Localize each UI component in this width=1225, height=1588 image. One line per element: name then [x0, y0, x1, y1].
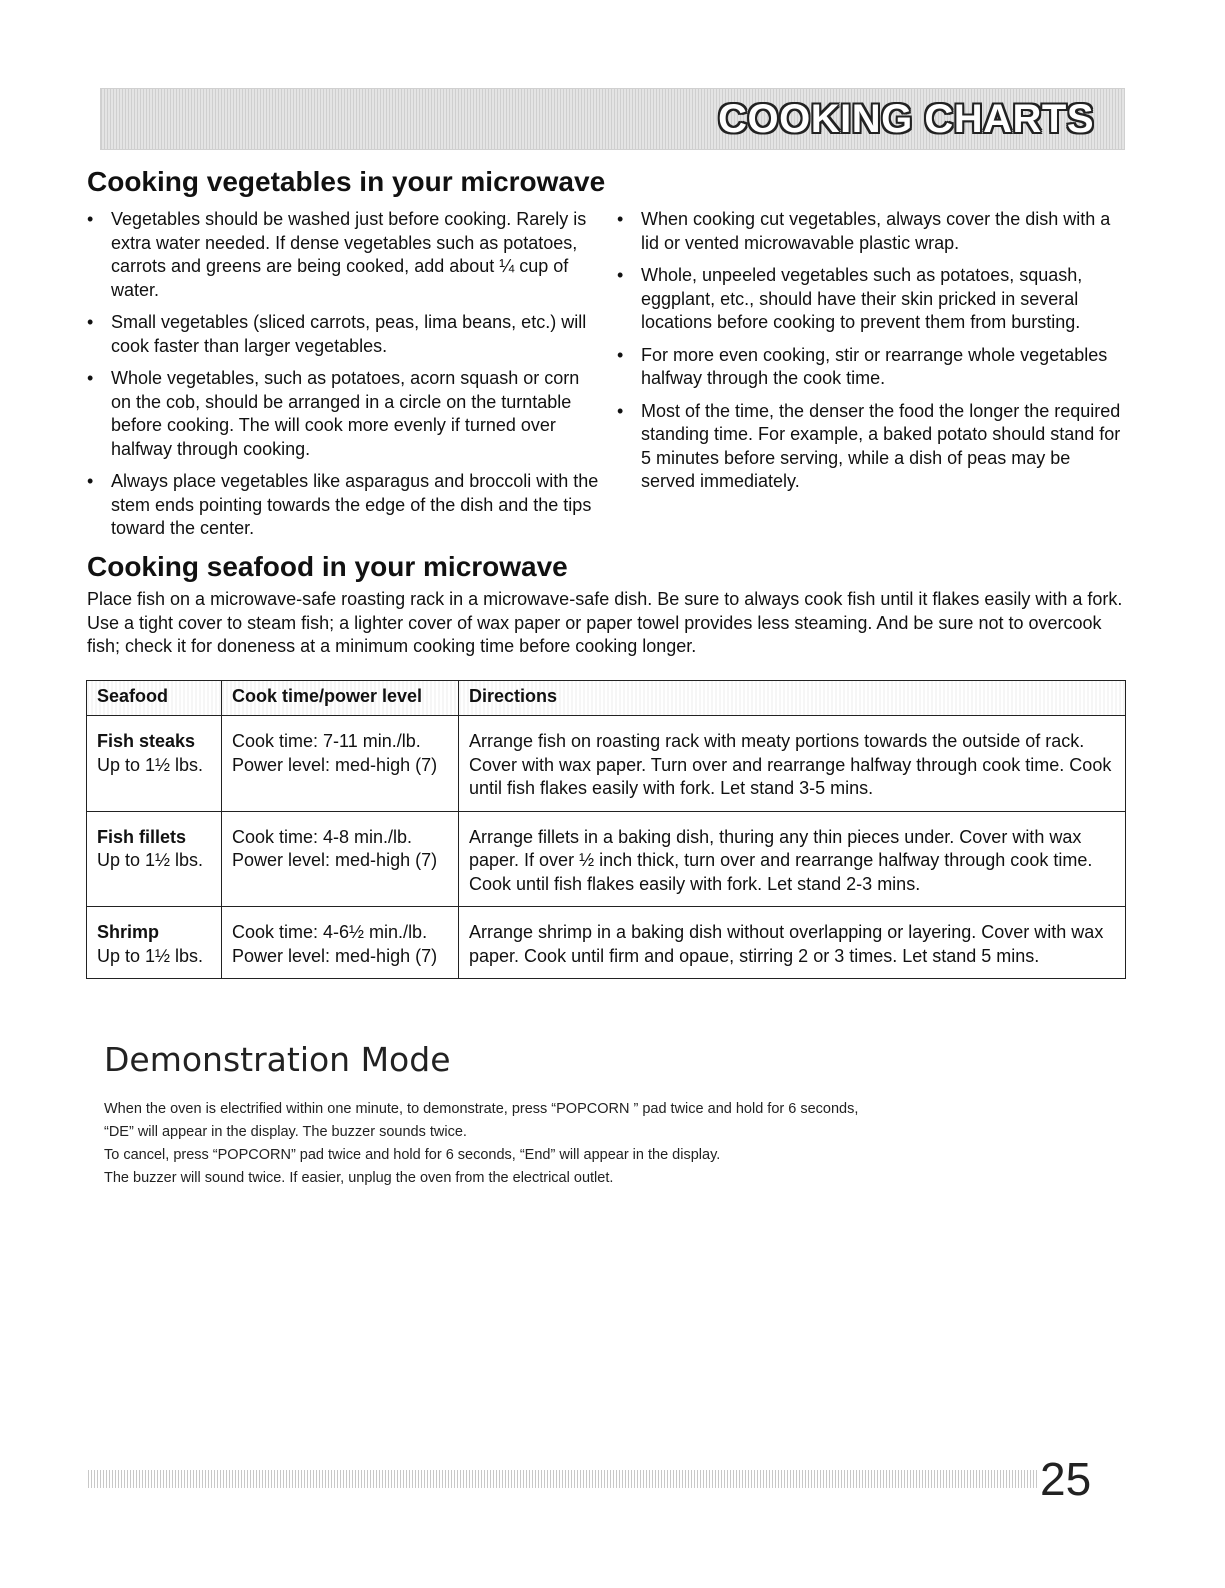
vegetables-right-list: [617, 208, 1129, 503]
demo-line: The buzzer will sound twice. If easier, unplug the oven from the electrical outlet.: [104, 1170, 614, 1186]
seafood-name: Fish steaks: [97, 731, 196, 751]
seafood-amount: Up to 1½ lbs.: [97, 754, 204, 775]
seafood-amount: Up to 1½ lbs.: [97, 945, 204, 966]
power-level: Power level: med-high (7): [232, 945, 438, 966]
list-item: [87, 311, 602, 358]
table-row: [87, 811, 1126, 907]
bullet-text: When cooking cut vegetables, always cover the dish with a lid or vented microwavable plastic wrap.: [641, 209, 1111, 253]
list-item: [617, 208, 1129, 255]
cook-time-cell: [222, 907, 459, 979]
bullet-text: Always place vegetables like asparagus and broccoli with the stem ends pointing towards the edge of the dish and the tips toward the center.: [111, 471, 599, 538]
bullet-text: Whole, unpeeled vegetables such as potatoes, squash, eggplant, etc., should have their skin pricked in several locations before cooking to prevent them from bursting.: [641, 265, 1083, 332]
list-item: [617, 400, 1129, 494]
directions-cell: Arrange shrimp in a baking dish without overlapping or layering. Cover with wax paper. Cook until firm and opaue, stirring 2 or 3 times. Let stand 5 mins.: [459, 907, 1126, 979]
seafood-cell: [87, 811, 222, 907]
bullet-text: Vegetables should be washed just before cooking. Rarely is extra water needed. If dense vegetables such as potatoes, carrots and greens are being cooked, add about ¼ cup of water.: [111, 209, 587, 300]
cook-time: Cook time: 4-6½ min./lb.: [232, 922, 428, 942]
list-item: [87, 208, 602, 302]
power-level: Power level: med-high (7): [232, 850, 438, 870]
seafood-table: [86, 680, 1126, 979]
seafood-intro: Place fish on a microwave-safe roasting rack in a microwave-safe dish. Be sure to always cook fish until it flakes easily with a fork. Use a tight cover to steam fish; a lighter cover of wax paper or paper towel provides less steaming. And be sure not to overcook fish; check it for doneness at a minimum cooking time before cooking longer.: [87, 589, 1123, 656]
list-item: [87, 470, 602, 541]
column-header-directions: Directions: [459, 681, 1126, 716]
vegetables-heading: Cooking vegetables in your microwave: [87, 166, 606, 197]
demo-line: When the oven is electrified within one minute, to demonstrate, press “POPCORN ” pad twice and hold for 6 seconds,: [104, 1101, 859, 1117]
directions-cell: Arrange fillets in a baking dish, thuring any thin pieces under. Cover with wax paper. If over ½ inch thick, turn over and rearrange halfway through cook time. Cook until fish flakes easily with fork. Let stand 2-3 mins.: [459, 811, 1126, 907]
bullet-icon: •: [617, 400, 624, 421]
seafood-cell: [87, 907, 222, 979]
bullet-icon: •: [617, 209, 624, 229]
table-header-row: [87, 681, 1126, 716]
table-row: [87, 716, 1126, 812]
bullet-icon: •: [87, 209, 94, 229]
bullet-icon: •: [617, 344, 624, 365]
bullet-text: Small vegetables (sliced carrots, peas, lima beans, etc.) will cook faster than larger vegetables.: [111, 312, 587, 356]
directions-cell: Arrange fish on roasting rack with meaty portions towards the outside of rack. Cover with wax paper. Turn over and rearrange halfway through cook time. Cook until fish flakes easily with fork. Let stand 3-5 mins.: [459, 716, 1126, 812]
bullet-icon: •: [87, 471, 94, 491]
list-item: [617, 264, 1129, 335]
column-header-cook-time: Cook time/power level: [222, 681, 459, 716]
seafood-name: Shrimp: [97, 922, 160, 942]
bullet-text: For more even cooking, stir or rearrange whole vegetables halfway through the cook time.: [641, 344, 1108, 388]
cook-time: Cook time: 7-11 min./lb.: [232, 731, 421, 751]
seafood-heading: Cooking seafood in your microwave: [87, 551, 568, 582]
seafood-name: Fish fillets: [97, 826, 187, 847]
column-header-seafood: Seafood: [87, 681, 222, 716]
bullet-text: Most of the time, the denser the food the longer the required standing time. For example, a baked potato should stand for 5 minutes before serving, while a dish of peas may be served immediately.: [641, 400, 1121, 491]
bullet-icon: •: [87, 368, 94, 388]
cook-time: Cook time: 4-8 min./lb.: [232, 826, 413, 847]
cook-time-cell: [222, 811, 459, 907]
demo-line: To cancel, press “POPCORN” pad twice and hold for 6 seconds, “End” will appear in the display.: [104, 1147, 721, 1163]
power-level: Power level: med-high (7): [232, 754, 438, 775]
vegetables-left-list: [87, 208, 602, 550]
demo-mode-title: Demonstration Mode: [104, 1040, 451, 1079]
bullet-icon: •: [617, 265, 624, 285]
header-banner: [100, 88, 1125, 150]
cook-time-cell: [222, 716, 459, 812]
banner-title: COOKING CHARTS: [718, 97, 1094, 141]
demo-line: “DE” will appear in the display. The buzzer sounds twice.: [104, 1124, 467, 1140]
page-number: 25: [1040, 1453, 1092, 1505]
table-row: [87, 907, 1126, 979]
list-item: [617, 344, 1129, 391]
demo-mode-instructions: [104, 1098, 858, 1190]
list-item: [87, 367, 602, 461]
seafood-amount: Up to 1½ lbs.: [97, 850, 204, 870]
bullet-icon: •: [87, 312, 94, 332]
bullet-text: Whole vegetables, such as potatoes, acorn squash or corn on the cob, should be arranged in a circle on the turntable before cooking. The will cook more evenly if turned over halfway through cooking.: [111, 368, 580, 459]
footer-strip: [88, 1470, 1038, 1488]
seafood-cell: [87, 716, 222, 812]
